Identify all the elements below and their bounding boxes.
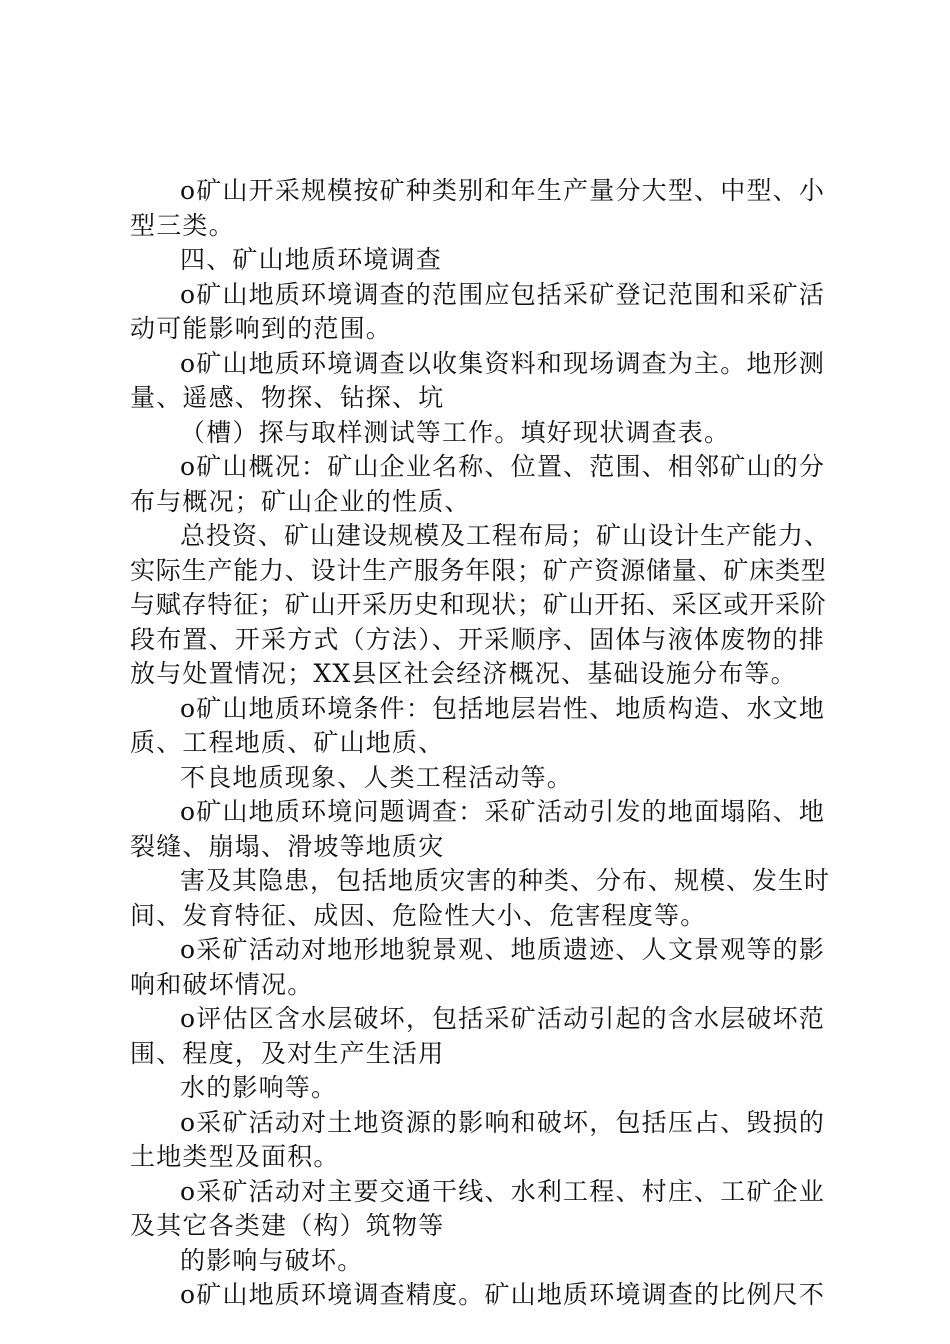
text-line: o采矿活动对主要交通干线、水利工程、村庄、工矿企业 bbox=[180, 1176, 826, 1206]
text-line: o矿山地质环境调查精度。矿山地质环境调查的比例尺不 bbox=[180, 1280, 826, 1309]
text-line: 的影响与破坏。 bbox=[180, 1245, 364, 1275]
text-line: 质、工程地质、矿山地质、 bbox=[130, 728, 445, 757]
text-line: o矿山开采规模按矿种类别和年生产量分大型、中型、小 bbox=[180, 176, 826, 205]
text-line: 动可能影响到的范围。 bbox=[130, 314, 393, 343]
text-line: 响和破坏情况。 bbox=[130, 969, 314, 999]
text-line: o采矿活动对土地资源的影响和破坏，包括压占、毁损的 bbox=[180, 1107, 826, 1137]
text-line: 害及其隐患，包括地质灾害的种类、分布、规模、发生时 bbox=[180, 866, 831, 895]
text-line: 及其它各类建（构）筑物等 bbox=[130, 1211, 445, 1240]
text-line: o采矿活动对地形地貌景观、地质遗迹、人文景观等的影 bbox=[180, 935, 826, 964]
text-line: 总投资、矿山建设规模及工程布局；矿山设计生产能力、 bbox=[180, 521, 831, 550]
text-line: 裂缝、崩塌、滑坡等地质灾 bbox=[130, 831, 445, 861]
text-line: （槽）探与取样测试等工作。填好现状调查表。 bbox=[180, 417, 731, 447]
text-line: o矿山地质环境调查的范围应包括采矿登记范围和采矿活 bbox=[180, 279, 826, 309]
text-line: o矿山地质环境条件：包括地层岩性、地质构造、水文地 bbox=[180, 693, 826, 723]
text-line: 围、程度，及对生产生活用 bbox=[130, 1038, 445, 1068]
text-line: o矿山地质环境问题调查：采矿活动引发的地面塌陷、地 bbox=[180, 797, 826, 826]
text-line: 不良地质现象、人类工程活动等。 bbox=[180, 762, 574, 792]
text-line: 间、发育特征、成因、危险性大小、危害程度等。 bbox=[130, 900, 707, 930]
text-line: 布与概况；矿山企业的性质、 bbox=[130, 486, 471, 516]
text-line: 型三类。 bbox=[130, 210, 235, 240]
text-line: o矿山地质环境调查以收集资料和现场调查为主。地形测 bbox=[180, 348, 826, 378]
text-line: 土地类型及面积。 bbox=[130, 1142, 340, 1171]
text-line: 与赋存特征；矿山开采历史和现状；矿山开拓、采区或开采阶 bbox=[130, 590, 827, 619]
text-line: 量、遥感、物探、钻探、坑 bbox=[130, 383, 445, 412]
document-page bbox=[130, 174, 830, 1313]
document-body bbox=[130, 174, 830, 1313]
text-line: 段布置、开采方式（方法）、开采顺序、固体与液体废物的排 bbox=[130, 624, 825, 654]
text-line: 水的影响等。 bbox=[180, 1073, 338, 1102]
text-line: 实际生产能力、设计生产服务年限；矿产资源储量、矿床类型 bbox=[130, 555, 827, 585]
text-line: 放与处置情况；XX县区社会经济概况、基础设施分布等。 bbox=[130, 659, 797, 688]
text-line: o评估区含水层破坏，包括采矿活动引起的含水层破坏范 bbox=[180, 1004, 826, 1033]
text-line: 四、矿山地质环境调查 bbox=[180, 245, 443, 274]
text-line: o矿山概况：矿山企业名称、位置、范围、相邻矿山的分 bbox=[180, 452, 826, 481]
